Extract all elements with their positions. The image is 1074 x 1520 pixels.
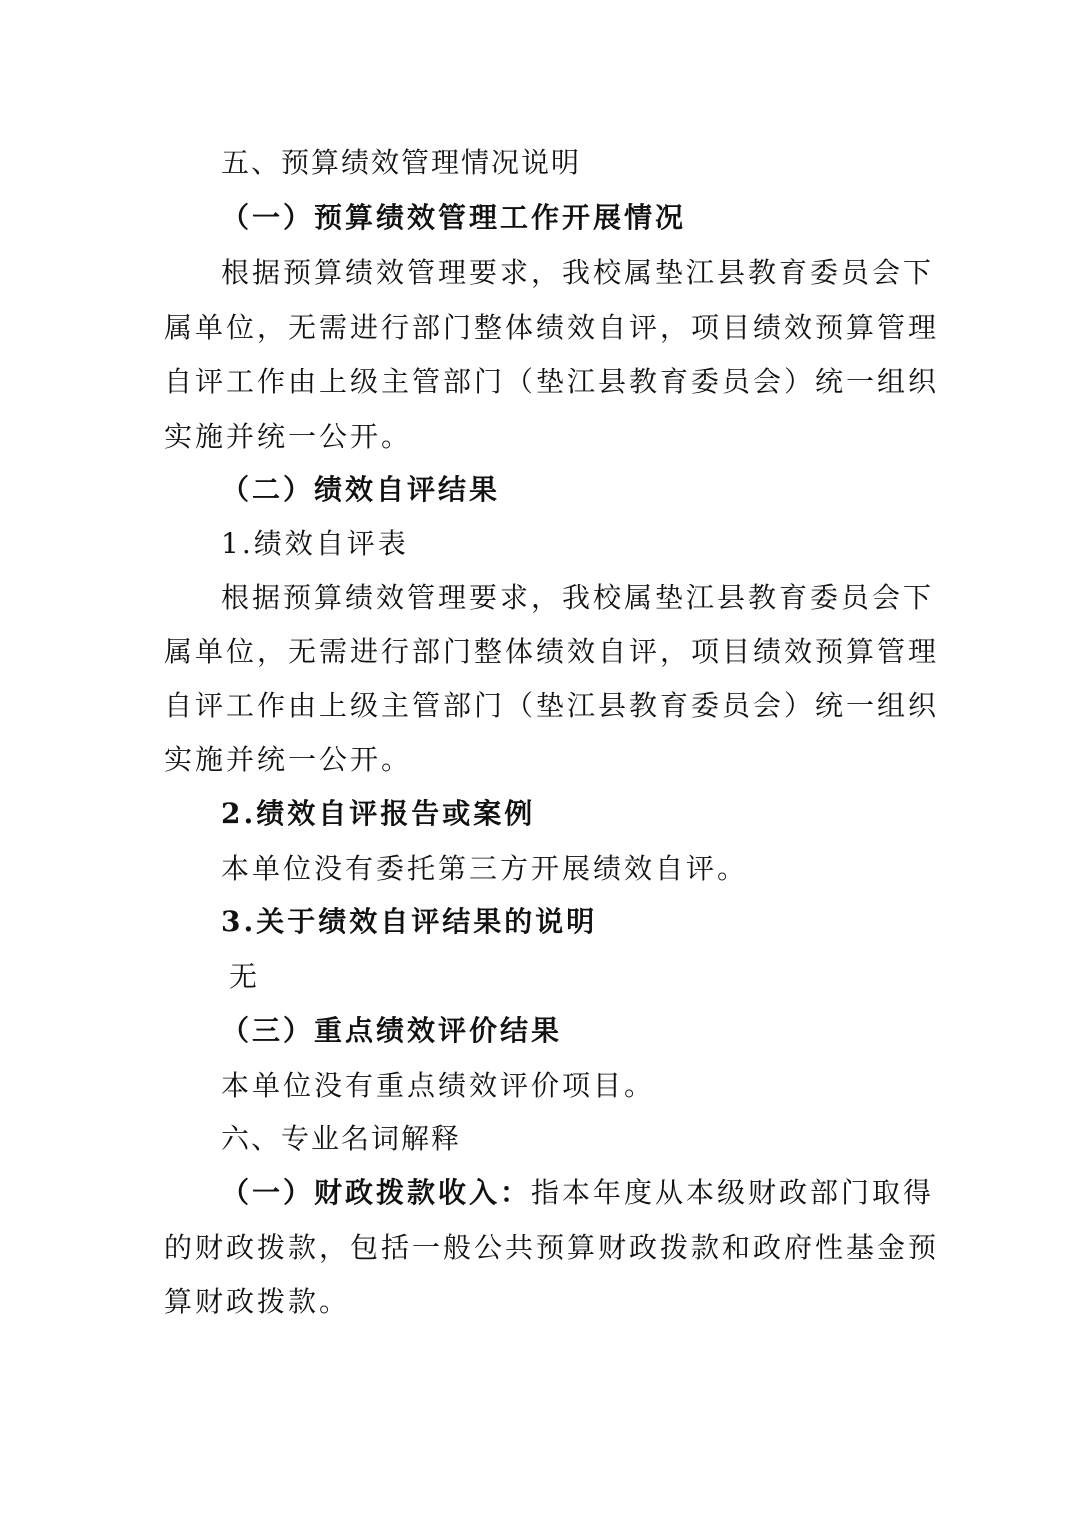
term-1-definition-start: 指本年度从本级财政部门取得 [531, 1176, 935, 1209]
item-2-text: 本单位没有委托第三方开展绩效自评。 [221, 852, 749, 885]
paragraph-1-line-3: 自评工作由上级主管部门（垫江县教育委员会）统一组织 [164, 365, 940, 398]
paragraph-2-line-1: 根据预算绩效管理要求，我校属垫江县教育委员会下 [221, 581, 935, 614]
term-1-line-2: 的财政拨款，包括一般公共预算财政拨款和政府性基金预 [164, 1231, 940, 1264]
paragraph-1-line-4: 实施并统一公开。 [164, 420, 413, 453]
paragraph-2-line-3: 自评工作由上级主管部门（垫江县教育委员会）统一组织 [164, 689, 940, 722]
item-1-title: 1.绩效自评表 [221, 527, 409, 560]
paragraph-1-line-2: 属单位，无需进行部门整体绩效自评，项目绩效预算管理 [164, 311, 940, 344]
subsection-3-text: 本单位没有重点绩效评价项目。 [221, 1069, 656, 1102]
subsection-1-title: （一）预算绩效管理工作开展情况 [221, 201, 687, 234]
item-3-text: 无 [229, 960, 261, 993]
term-1-line-3: 算财政拨款。 [164, 1285, 351, 1318]
item-2-title: 2.绩效自评报告或案例 [221, 797, 536, 830]
section-6-title: 六、专业名词解释 [221, 1122, 462, 1155]
term-1-line-1 [221, 1175, 934, 1211]
subsection-2-title: （二）绩效自评结果 [221, 473, 501, 506]
item-3-title: 3.关于绩效自评结果的说明 [221, 905, 598, 938]
term-1-label: （一）财政拨款收入： [221, 1176, 532, 1209]
section-5-title: 五、预算绩效管理情况说明 [221, 146, 582, 179]
paragraph-2-line-2: 属单位，无需进行部门整体绩效自评，项目绩效预算管理 [164, 635, 940, 668]
paragraph-1-line-1: 根据预算绩效管理要求，我校属垫江县教育委员会下 [221, 256, 935, 289]
subsection-3-title: （三）重点绩效评价结果 [221, 1014, 563, 1047]
paragraph-2-line-4: 实施并统一公开。 [164, 743, 413, 776]
